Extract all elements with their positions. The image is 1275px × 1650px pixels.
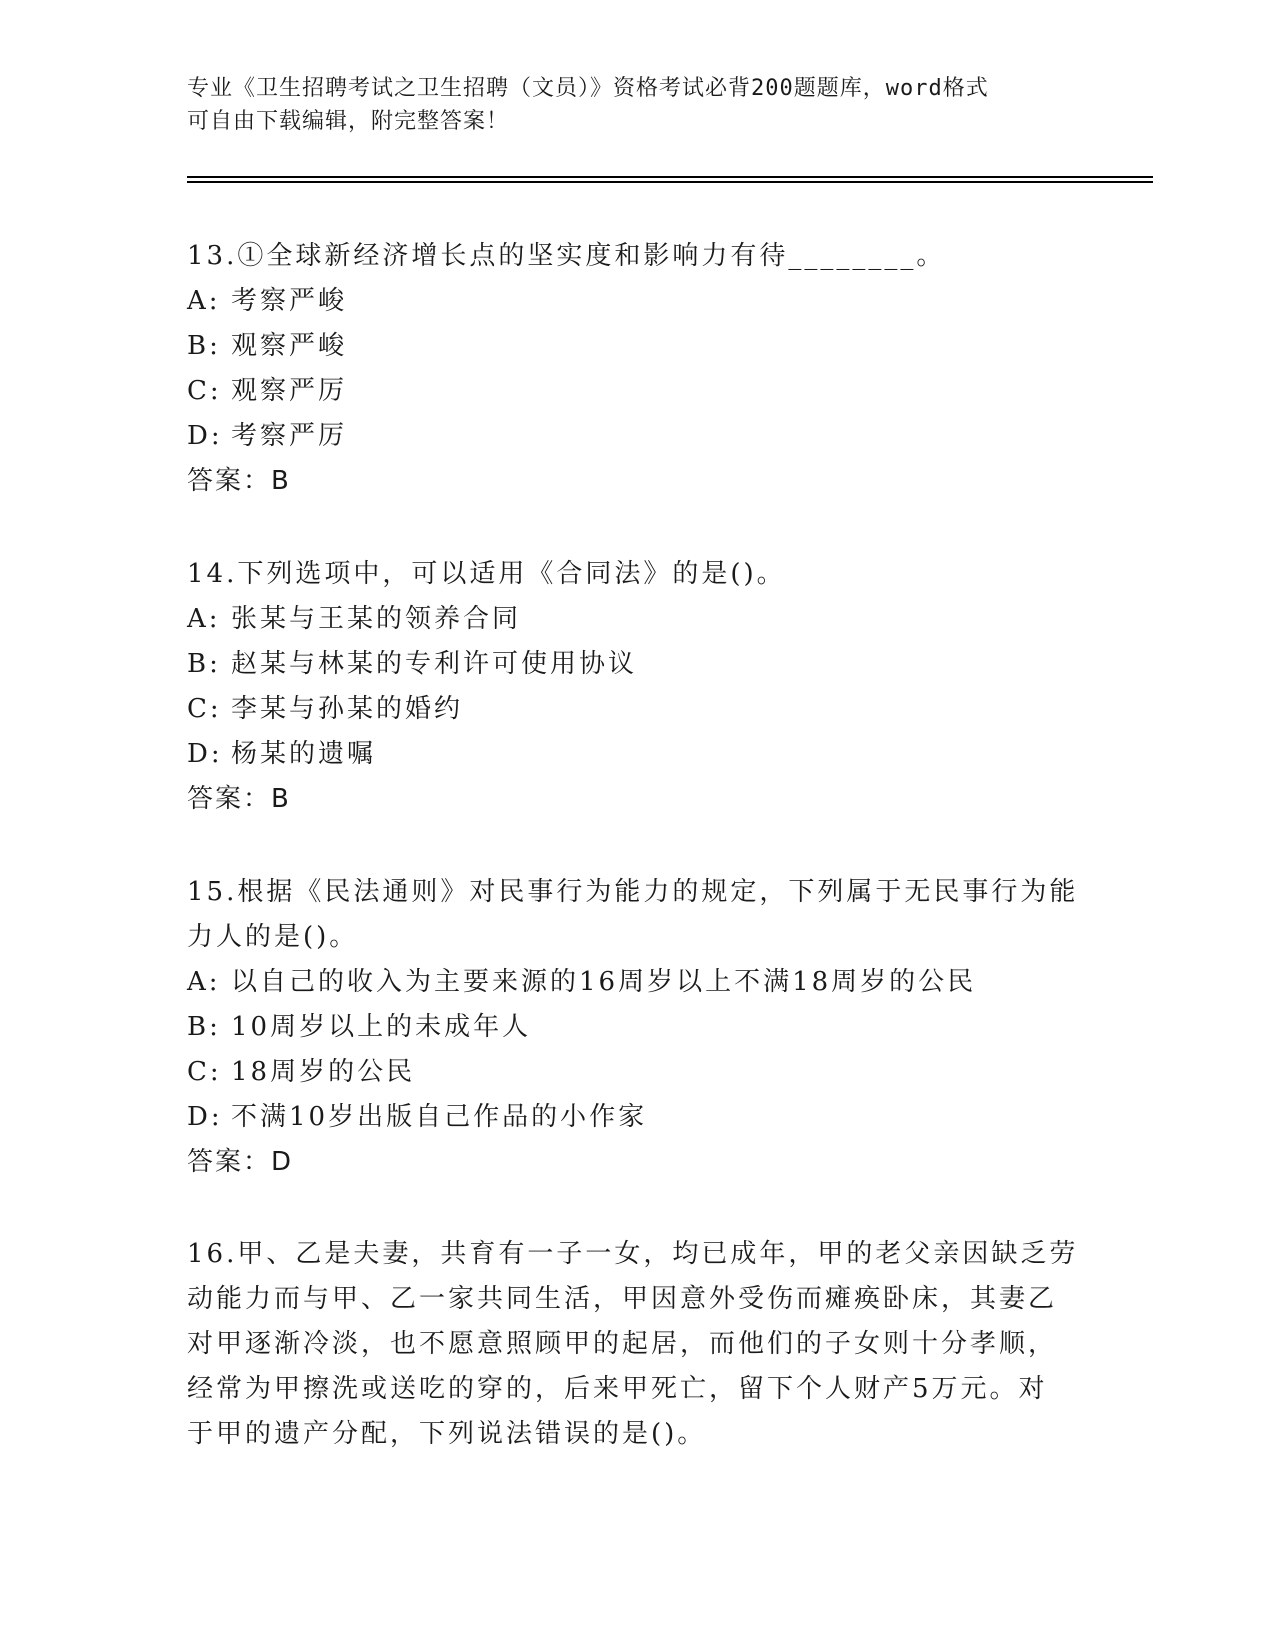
question-stem-line-2: 动能力而与甲、乙一家共同生活，甲因意外受伤而瘫痪卧床，其妻乙	[187, 1284, 1058, 1314]
document-header	[187, 72, 1067, 138]
option-letter: B:	[187, 649, 221, 679]
option-text: 张某与王某的领养合同	[231, 604, 522, 634]
option-letter: D:	[187, 739, 223, 769]
option-c	[187, 687, 1087, 732]
option-c	[187, 369, 1087, 414]
question-16	[187, 1232, 1087, 1457]
option-text: 18周岁的公民	[231, 1057, 416, 1087]
option-text: 李某与孙某的婚约	[231, 694, 464, 724]
option-text: 赵某与林某的专利许可使用协议	[231, 649, 638, 679]
question-13	[187, 234, 1087, 504]
question-14	[187, 552, 1087, 822]
question-stem-line-1: 16.甲、乙是夫妻，共育有一子一女，均已成年，甲的老父亲因缺乏劳	[187, 1239, 1079, 1269]
option-d	[187, 1095, 1087, 1140]
option-letter: B:	[187, 1012, 221, 1042]
option-text: 杨某的遗嘱	[231, 739, 377, 769]
option-letter: C:	[187, 1057, 222, 1087]
header-divider-top	[187, 176, 1153, 178]
option-text: 10周岁以上的未成年人	[231, 1012, 532, 1042]
header-divider-bottom	[187, 181, 1153, 183]
question-stem-line-2: 力人的是()。	[187, 922, 359, 952]
option-d	[187, 414, 1087, 459]
option-b	[187, 642, 1087, 687]
option-text: 观察严厉	[231, 376, 348, 406]
question-stem: 13.①全球新经济增长点的坚实度和影响力有待________。	[187, 241, 946, 271]
header-line-1: 专业《卫生招聘考试之卫生招聘（文员）》资格考试必背200题题库，word格式	[187, 76, 989, 101]
answer-line: 答案：D	[187, 1147, 294, 1177]
question-stem-line-1: 15.根据《民法通则》对民事行为能力的规定，下列属于无民事行为能	[187, 877, 1079, 907]
option-letter: B:	[187, 331, 221, 361]
option-letter: A:	[187, 286, 221, 316]
option-text: 不满10岁出版自己作品的小作家	[231, 1102, 648, 1132]
option-letter: C:	[187, 694, 222, 724]
option-letter: D:	[187, 1102, 223, 1132]
option-text: 以自己的收入为主要来源的16周岁以上不满18周岁的公民	[231, 967, 977, 997]
question-stem: 14.下列选项中，可以适用《合同法》的是()。	[187, 559, 786, 589]
header-line-2: 可自由下载编辑，附完整答案！	[187, 109, 510, 134]
option-letter: C:	[187, 376, 222, 406]
answer-line: 答案：B	[187, 784, 291, 814]
option-a	[187, 597, 1087, 642]
question-stem-line-3: 对甲逐渐冷淡，也不愿意照顾甲的起居，而他们的子女则十分孝顺，	[187, 1329, 1058, 1359]
question-stem-line-4: 经常为甲擦洗或送吃的穿的，后来甲死亡，留下个人财产5万元。对	[187, 1374, 1048, 1404]
option-c	[187, 1050, 1087, 1095]
option-letter: A:	[187, 604, 221, 634]
option-letter: D:	[187, 421, 223, 451]
option-text: 观察严峻	[231, 331, 348, 361]
option-text: 考察严峻	[231, 286, 348, 316]
option-a	[187, 960, 1087, 1005]
option-d	[187, 732, 1087, 777]
option-a	[187, 279, 1087, 324]
option-b	[187, 1005, 1087, 1050]
question-15	[187, 870, 1087, 1185]
answer-line: 答案：B	[187, 466, 291, 496]
question-stem-line-5: 于甲的遗产分配，下列说法错误的是()。	[187, 1419, 707, 1449]
option-b	[187, 324, 1087, 369]
option-letter: A:	[187, 967, 221, 997]
option-text: 考察严厉	[231, 421, 348, 451]
